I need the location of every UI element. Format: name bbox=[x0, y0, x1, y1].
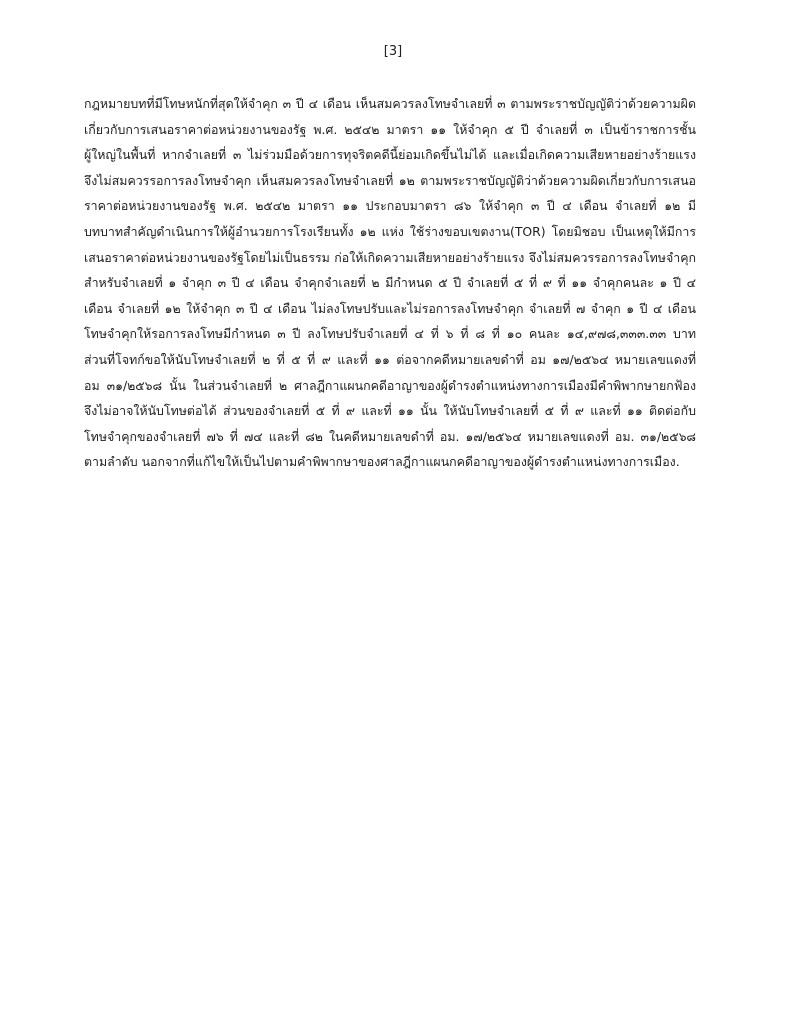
text-line: เกี่ยวกับการเสนอราคาต่อหน่วยงานของรัฐ พ.ศ. ๒๕๔๒ มาตรา ๑๑ ให้จำคุก ๕ ปี จำเลยที่ ๓ เป็นข้าราชการชั้น bbox=[84, 121, 696, 137]
text-line: โทษจำคุกของจำเลยที่ ๗๖ ที่ ๗๔ และที่ ๘๒ ในคดีหมายเลขดำที่ อม. ๑๗/๒๕๖๔ หมายเลขแดงที่ อม. ๓๑/๒๕๖๘ bbox=[84, 428, 696, 444]
text-line: เดือน จำเลยที่ ๑๒ ให้จำคุก ๓ ปี ๔ เดือน ไม่ลงโทษปรับและไม่รอการลงโทษจำคุก จำเลยที่ ๗ จำคุก ๑ ปี ๔ เดือน bbox=[84, 300, 696, 316]
text-line: ราคาต่อหน่วยงานของรัฐ พ.ศ. ๒๕๔๒ มาตรา ๑๑ ประกอบมาตรา ๘๖ ให้จำคุก ๓ ปี ๔ เดือน จำเลยที่ ๑๒ มี bbox=[84, 198, 696, 214]
body-paragraph bbox=[84, 91, 696, 475]
text-line: จึงไม่อาจให้นับโทษต่อได้ ส่วนของจำเลยที่ ๕ ที่ ๙ และที่ ๑๑ นั้น ให้นับโทษจำเลยที่ ๕ ที่ ๙ และที่ ๑๑ ติดต่อกับ bbox=[84, 403, 696, 419]
text-line: กฎหมายบทที่มีโทษหนักที่สุดให้จำคุก ๓ ปี ๔ เดือน เห็นสมควรลงโทษจำเลยที่ ๓ ตามพระราชบัญญัติว่าด้วยความผิด bbox=[84, 96, 696, 111]
text-line: เสนอราคาต่อหน่วยงานของรัฐโดยไม่เป็นธรรม ก่อให้เกิดความเสียหายอย่างร้ายแรง จึงไม่สมควรรอการลงโทษจำคุก bbox=[84, 249, 696, 265]
text-line: ผู้ใหญ่ในพื้นที่ หากจำเลยที่ ๓ ไม่ร่วมมือด้วยการทุจริตคดีนี้ย่อมเกิดขึ้นไม่ได้ และเมื่อเกิดความเสียหายอย่างร้ายแรง bbox=[84, 147, 696, 163]
text-line: โทษจำคุกให้รอการลงโทษมีกำหนด ๓ ปี ลงโทษปรับจำเลยที่ ๔ ที่ ๖ ที่ ๘ ที่ ๑๐ คนละ ๑๔,๙๗๘,๓๓๓.๓๓ บาท bbox=[84, 326, 696, 342]
text-line: บทบาทสำคัญดำเนินการให้ผู้อำนวยการโรงเรียนทั้ง ๑๒ แห่ง ใช้ร่างขอบเขตงาน(TOR) โดยมิชอบ เป็นเหตุให้มีการ bbox=[84, 223, 696, 239]
text-line: สำหรับจำเลยที่ ๑ จำคุก ๓ ปี ๔ เดือน จำคุกจำเลยที่ ๒ มีกำหนด ๕ ปี จำเลยที่ ๕ ที่ ๙ ที่ ๑๑ จำคุกคนละ ๑ ปี ๔ bbox=[84, 275, 696, 291]
text-line: ตามลำดับ นอกจากที่แก้ไขให้เป็นไปตามคำพิพากษาของศาลฎีกาแผนกคดีอาญาของผู้ดำรงตำแหน่งทางการเมือง. bbox=[84, 454, 680, 470]
text-line: จึงไม่สมควรรอการลงโทษจำคุก เห็นสมควรลงโทษจำเลยที่ ๑๒ ตามพระราชบัญญัติว่าด้วยความผิดเกี่ยวกับการเสนอ bbox=[84, 172, 696, 188]
text-line: ส่วนที่โจทก์ขอให้นับโทษจำเลยที่ ๒ ที่ ๕ ที่ ๙ และที่ ๑๑ ต่อจากคดีหมายเลขดำที่ อม ๑๗/๒๕๖๔ หมายเลขแดงที่ bbox=[84, 351, 696, 367]
text-line: อม ๓๑/๒๕๖๘ นั้น ในส่วนจำเลยที่ ๒ ศาลฎีกาแผนกคดีอาญาของผู้ดำรงตำแหน่งทางการเมืองมีคำพิพากษายกฟ้อง bbox=[84, 377, 696, 393]
page-number: [3] bbox=[383, 44, 403, 59]
